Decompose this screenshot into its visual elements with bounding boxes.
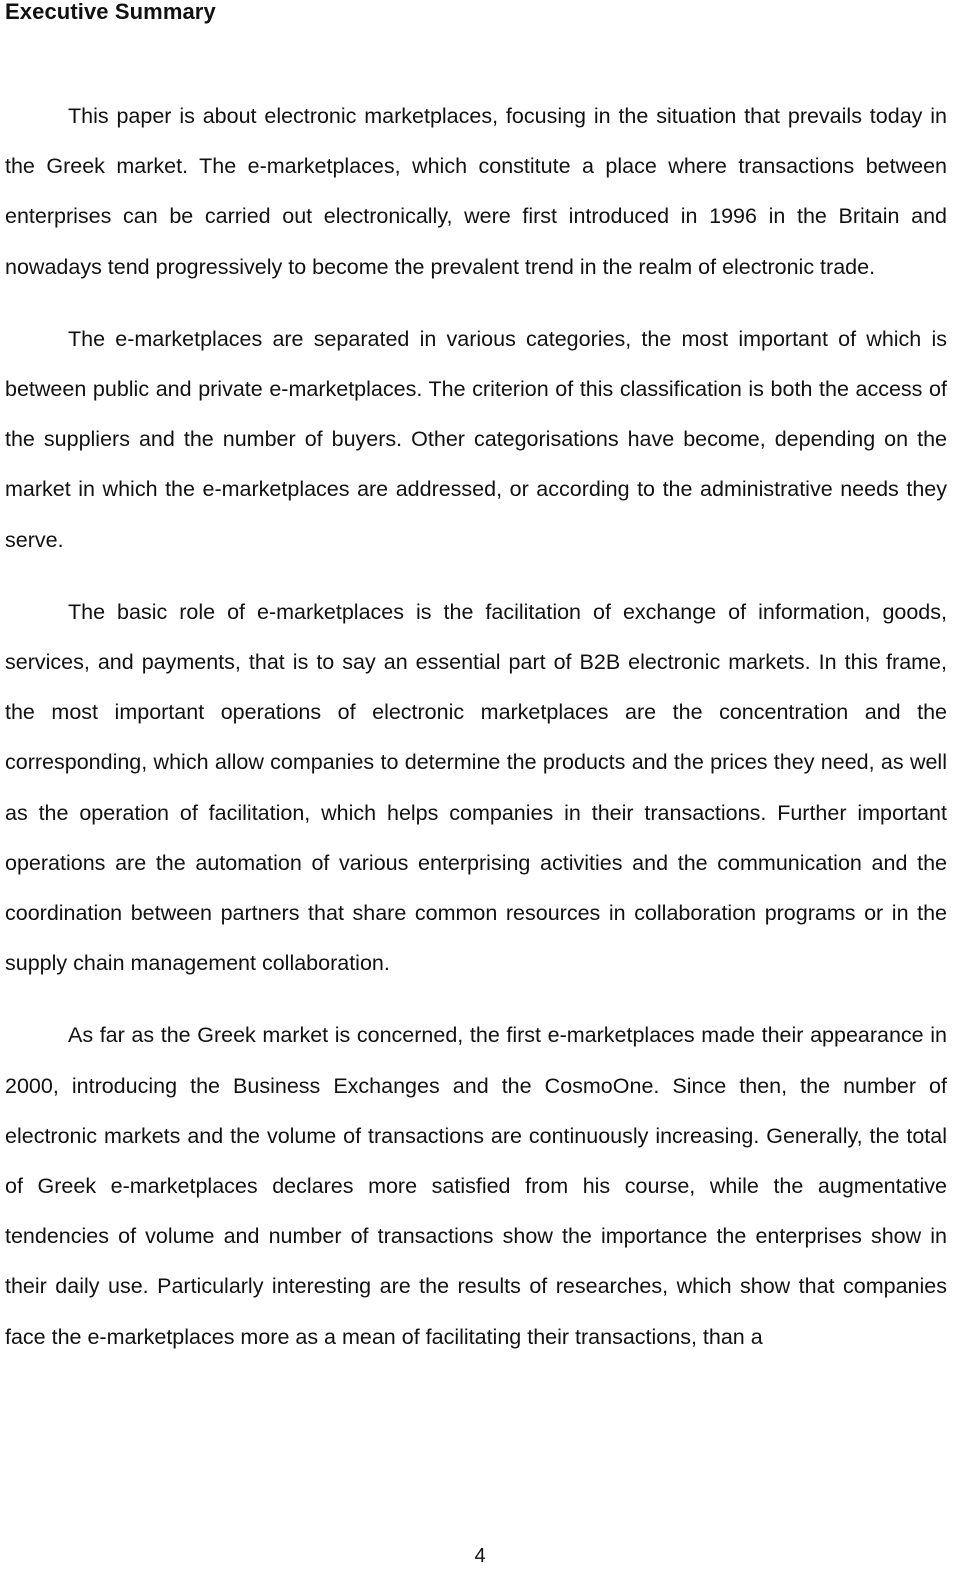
page-number: 4 [474,1545,486,1567]
paragraph-categories: The e-marketplaces are separated in various categories, the most important of which is between public and private e-marketplaces. The criterion of this classification is both the access of the suppliers and the number of buyers. Other categorisations have become, depending on the market in which the e-marketplaces are addressed, or according to the administrative needs they serve. [5,326,947,552]
paragraph-role: The basic role of e-marketplaces is the facilitation of exchange of information, goods, services, and payments, that is to say an essential part of B2B electronic markets. In this frame, the most important operations of electronic marketplaces are the concentration and the corresponding, which allow companies to determine the products and the prices they need, as well as the operation of facilitation, which helps companies in their transactions. Further important operations are the automation of various enterprising activities and the communication and the coordination between partners that share common resources in collaboration programs or in the supply chain management collaboration. [5,599,947,976]
section-heading: Executive Summary [5,0,216,24]
paragraph-greek-market: As far as the Greek market is concerned, the first e-marketplaces made their appearance in 2000, introducing the Business Exchanges and the CosmoOne. Since then, the number of electronic markets and the volume of transactions are continuously increasing. Generally, the total of Greek e-marketplaces declares more satisfied from his course, while the augmentative tendencies of volume and number of transactions show the importance the enterprises show in their daily use. Particularly interesting are the results of researches, which show that companies face the e-marketplaces more as a mean of facilitating their transactions, than a [5,1023,947,1349]
body-text [5,91,947,1384]
paragraph-intro: This paper is about electronic marketplaces, focusing in the situation that prevails today in the Greek market. The e-marketplaces, which constitute a place where transactions between enterprises can be carried out electronically, were first introduced in 1996 in the Britain and nowadays tend progressively to become the prevalent trend in the realm of electronic trade. [5,104,947,279]
